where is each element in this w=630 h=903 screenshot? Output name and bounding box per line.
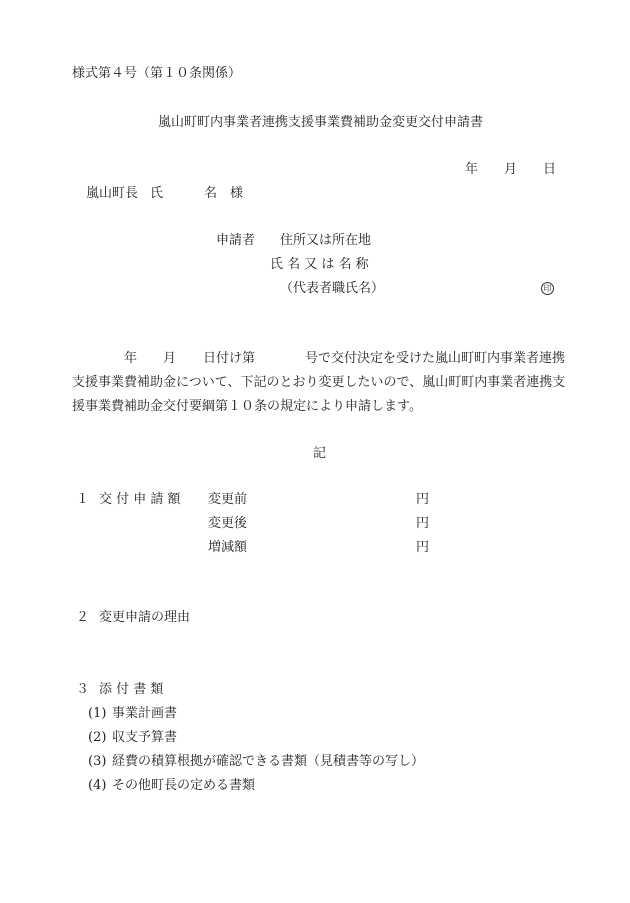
attachment-3-number: (3) — [88, 754, 107, 769]
section2-title: 変更申請の理由 — [99, 610, 191, 625]
attachment-2-number: (2) — [88, 730, 107, 745]
addressee-name-prefix: 氏 — [150, 186, 164, 201]
section3-title: 添 付 書 類 — [99, 682, 164, 697]
amount-before-label: 変更前 — [208, 492, 248, 507]
amount-after-label: 変更後 — [208, 516, 248, 531]
attachment-1-text: 事業計画書 — [112, 706, 178, 721]
body-month-label: 月 — [163, 351, 177, 366]
addressee-name-suffix: 名 — [204, 186, 218, 201]
amount-difference-label: 増減額 — [208, 540, 248, 555]
section1-title: 交 付 申 請 額 — [99, 492, 181, 507]
attachment-3-text: 経費の積算根拠が確認できる書類（見積書等の写し） — [112, 754, 425, 769]
attachment-1-number: (1) — [88, 706, 107, 721]
attachment-2-text: 収支予算書 — [112, 730, 178, 745]
ki-heading: 記 — [313, 446, 327, 461]
section2-number: ２ — [76, 610, 90, 625]
date-year-label: 年 — [465, 162, 479, 177]
addressee-honorific: 様 — [230, 186, 244, 201]
applicant-representative-label: （代表者職氏名） — [280, 281, 385, 296]
section3-number: ３ — [76, 682, 90, 697]
attachment-4-text: その他町長の定める書類 — [112, 778, 256, 793]
amount-difference-unit: 円 — [416, 540, 430, 555]
seal-mark: 印 — [541, 282, 554, 295]
form-number: 様式第４号（第１０条関係） — [72, 66, 242, 81]
body-line3: 援事業費補助金交付要綱第１０条の規定により申請します。 — [72, 399, 422, 414]
section1-number: １ — [76, 492, 90, 507]
body-date-reference: 日付け第 — [203, 351, 256, 366]
body-line2: 支援事業費補助金について、下記のとおり変更したいので、嵐山町町内事業者連携支 — [72, 375, 566, 390]
applicant-name-label: 氏 名 又 は 名 称 — [270, 257, 369, 272]
applicant-label: 申請者 — [216, 233, 256, 248]
amount-after-unit: 円 — [416, 516, 430, 531]
date-month-label: 月 — [504, 162, 518, 177]
date-day-label: 日 — [543, 162, 557, 177]
document-title: 嵐山町町内事業者連携支援事業費補助金変更交付申請書 — [158, 115, 484, 130]
addressee-office: 嵐山町長 — [86, 186, 139, 201]
amount-before-unit: 円 — [416, 492, 430, 507]
body-year-label: 年 — [124, 351, 138, 366]
body-line1-rest: 号で交付決定を受けた嵐山町町内事業者連携 — [305, 351, 566, 366]
applicant-address-label: 住所又は所在地 — [280, 233, 372, 248]
attachment-4-number: (4) — [88, 778, 107, 793]
